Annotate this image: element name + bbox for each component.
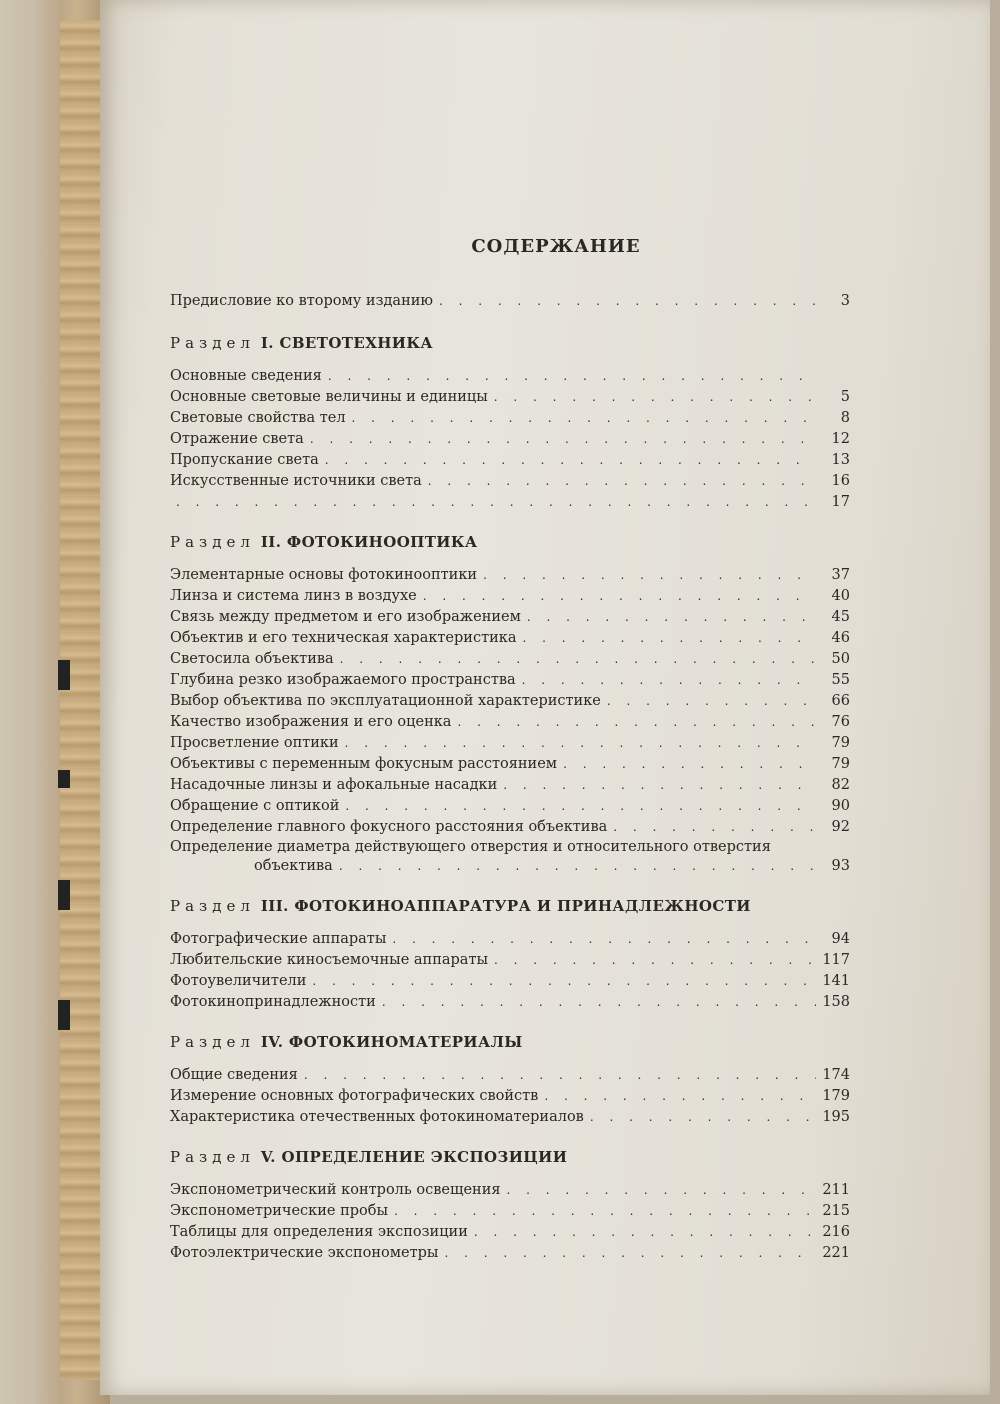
toc-entry	[170, 733, 850, 754]
entry-title: Обращение с оптикой	[170, 798, 340, 814]
leader-dots	[304, 1065, 816, 1086]
leader-dots	[522, 670, 816, 691]
leader-dots	[527, 607, 816, 628]
entry-page: 79	[831, 735, 850, 751]
leader-dots	[176, 492, 816, 513]
section-label: Раздел	[170, 1148, 255, 1166]
entry-title: Элементарные основы фотокинооптики	[170, 567, 478, 583]
entry-page: 79	[831, 756, 850, 772]
spine-mark	[58, 770, 70, 788]
toc-section	[170, 897, 850, 1013]
toc-entry	[170, 712, 850, 733]
toc-entry	[170, 586, 850, 607]
section-heading	[170, 1033, 850, 1051]
table-of-contents	[170, 236, 850, 1284]
toc-entry	[170, 1201, 850, 1222]
toc-entry	[170, 387, 850, 408]
entry-title: Основные световые величины и единицы	[170, 389, 488, 405]
leader-dots	[522, 628, 816, 649]
entry-page: 195	[822, 1109, 850, 1125]
leader-dots	[340, 649, 816, 670]
leader-dots	[423, 586, 816, 607]
leader-dots	[394, 1201, 816, 1222]
entry-page: 216	[822, 1224, 850, 1240]
toc-entry	[170, 971, 850, 992]
leader-dots	[607, 691, 816, 712]
toc-entry	[170, 649, 850, 670]
toc-entry	[170, 450, 850, 471]
leader-dots	[503, 775, 816, 796]
section-name: IV. ФОТОКИНОМАТЕРИАЛЫ	[260, 1033, 523, 1051]
leader-dots	[382, 992, 816, 1013]
entry-title: Глубина резко изображаемого пространства	[170, 672, 516, 688]
entry-title: Светосила объектива	[170, 651, 334, 667]
entry-title: Насадочные линзы и афокальные насадки	[170, 777, 498, 793]
entry-title: Экспонометрический контроль освещения	[170, 1182, 501, 1198]
entry-title: Фотографические аппараты	[170, 931, 387, 947]
entry-page: 82	[831, 777, 850, 793]
entry-page: 94	[831, 931, 850, 947]
toc-entry	[170, 429, 850, 450]
toc-entry	[170, 1243, 850, 1264]
entry-title: Общие сведения	[170, 1067, 298, 1083]
entry-page: 66	[831, 693, 850, 709]
entry-title: Основные сведения	[170, 368, 322, 384]
entry-title: Качество изображения и его оценка	[170, 714, 452, 730]
entry-page: 46	[831, 630, 850, 646]
leader-dots	[345, 796, 816, 817]
leader-dots	[352, 408, 816, 429]
entry-title: Таблицы для определения экспозиции	[170, 1224, 468, 1240]
toc-entry	[170, 817, 850, 838]
toc-entry	[170, 607, 850, 628]
toc-section	[170, 533, 850, 877]
entry-title: Фотоэлектрические экспонометры	[170, 1245, 439, 1261]
toc-entry	[170, 838, 850, 856]
toc-entry	[170, 1065, 850, 1086]
entry-page: 76	[831, 714, 850, 730]
entry-page: 221	[822, 1245, 850, 1261]
entry-title: Экспонометрические пробы	[170, 1203, 389, 1219]
entry-title: Объектив и его техническая характеристика	[170, 630, 517, 646]
leader-dots	[563, 754, 816, 775]
entry-page: 45	[831, 609, 850, 625]
toc-entry	[170, 492, 850, 513]
entry-page: 90	[831, 798, 850, 814]
toc-entry	[170, 408, 850, 429]
section-name: I. СВЕТОТЕХНИКА	[260, 334, 434, 352]
entry-title: Любительские киносъемочные аппараты	[170, 952, 489, 968]
leader-dots	[590, 1107, 816, 1128]
entry-page: 16	[831, 473, 850, 489]
toc-entry	[170, 628, 850, 649]
leader-dots	[439, 291, 816, 312]
spine-mark	[58, 1000, 70, 1030]
entry-title: Световые свойства тел	[170, 410, 346, 426]
leader-dots	[444, 1243, 816, 1264]
entry-title: объектива	[254, 858, 333, 874]
entry-page: 92	[831, 819, 850, 835]
entry-title: Измерение основных фотографических свойств	[170, 1088, 539, 1104]
toc-section	[170, 1148, 850, 1264]
leader-dots	[483, 565, 816, 586]
entry-page: 5	[840, 389, 850, 405]
toc-entry	[170, 796, 850, 817]
toc-entry	[170, 1222, 850, 1243]
entry-page: 40	[831, 588, 850, 604]
entry-title: Определение главного фокусного расстояния объектива	[170, 819, 608, 835]
toc-section	[170, 334, 850, 513]
page-title: СОДЕРЖАНИЕ	[471, 236, 641, 257]
entry-title: Пропускание света	[170, 452, 319, 468]
toc-section	[170, 1033, 850, 1128]
leader-dots	[428, 471, 816, 492]
entry-page: 3	[840, 293, 850, 309]
toc-entry	[170, 929, 850, 950]
entry-title: Объективы с переменным фокусным расстоянием	[170, 756, 558, 772]
section-label: Раздел	[170, 1033, 255, 1051]
entry-page: 8	[840, 410, 850, 426]
book-spine	[0, 0, 110, 1404]
section-name: II. ФОТОКИНООПТИКА	[260, 533, 478, 551]
entry-title: Линза и система линз в воздухе	[170, 588, 417, 604]
toc-entry	[170, 366, 850, 387]
section-heading	[170, 533, 850, 551]
leader-dots	[507, 1180, 816, 1201]
entry-page: 37	[831, 567, 850, 583]
entry-title: Фотоувеличители	[170, 973, 307, 989]
section-name: V. ОПРЕДЕЛЕНИЕ ЭКСПОЗИЦИИ	[260, 1148, 568, 1166]
toc-entry	[170, 950, 850, 971]
entry-title: Предисловие ко второму изданию	[170, 293, 434, 309]
leader-dots	[494, 950, 816, 971]
toc-entry	[170, 856, 850, 877]
entry-page: 93	[831, 858, 850, 874]
entry-title: Отражение света	[170, 431, 304, 447]
toc-entry	[170, 565, 850, 586]
entry-page: 117	[822, 952, 850, 968]
spine-mark	[58, 880, 70, 910]
entry-page: 174	[822, 1067, 850, 1083]
section-label: Раздел	[170, 897, 255, 915]
section-heading	[170, 897, 850, 915]
spine-mark	[58, 660, 70, 690]
leader-dots	[544, 1086, 816, 1107]
toc-entry	[170, 670, 850, 691]
leader-dots	[312, 971, 816, 992]
entry-page: 13	[831, 452, 850, 468]
leader-dots	[328, 366, 816, 387]
leader-dots	[310, 429, 816, 450]
entry-page: 158	[822, 994, 850, 1010]
toc-entry	[170, 992, 850, 1013]
entry-page: 215	[822, 1203, 850, 1219]
leader-dots	[613, 817, 816, 838]
leader-dots	[474, 1222, 816, 1243]
entry-page: 141	[822, 973, 850, 989]
toc-entry	[170, 775, 850, 796]
entry-title: Фотокинопринадлежности	[170, 994, 376, 1010]
section-heading	[170, 1148, 850, 1166]
entry-page: 179	[822, 1088, 850, 1104]
section-label: Раздел	[170, 334, 255, 352]
entry-title: Выбор объектива по эксплуатационной характеристике	[170, 693, 601, 709]
sections-list	[170, 334, 850, 1264]
leader-dots	[392, 929, 816, 950]
entry-page: 17	[831, 494, 850, 510]
leader-dots	[345, 733, 816, 754]
toc-entry	[170, 1180, 850, 1201]
toc-entry	[170, 754, 850, 775]
section-label: Раздел	[170, 533, 255, 551]
entry-title: Просветление оптики	[170, 735, 339, 751]
toc-entry	[170, 691, 850, 712]
toc-entry	[170, 1107, 850, 1128]
entry-title: Связь между предметом и его изображением	[170, 609, 521, 625]
entry-title: Искусственные источники света	[170, 473, 422, 489]
toc-entry	[170, 1086, 850, 1107]
toc-entry-preface	[170, 291, 850, 312]
toc-entry	[170, 471, 850, 492]
entry-page: 55	[831, 672, 850, 688]
entry-title: Характеристика отечественных фотокиноматериалов	[170, 1109, 584, 1125]
leader-dots	[494, 387, 816, 408]
section-heading	[170, 334, 850, 352]
leader-dots	[325, 450, 816, 471]
entry-page: 12	[831, 431, 850, 447]
section-name: III. ФОТОКИНОАППАРАТУРА И ПРИНАДЛЕЖНОСТИ	[260, 897, 751, 915]
entry-page: 211	[822, 1182, 850, 1198]
leader-dots	[457, 712, 816, 733]
entry-title: Определение диаметра действующего отверстия и относительного отверстия	[170, 839, 771, 855]
entry-page: 50	[831, 651, 850, 667]
leader-dots	[339, 856, 816, 877]
